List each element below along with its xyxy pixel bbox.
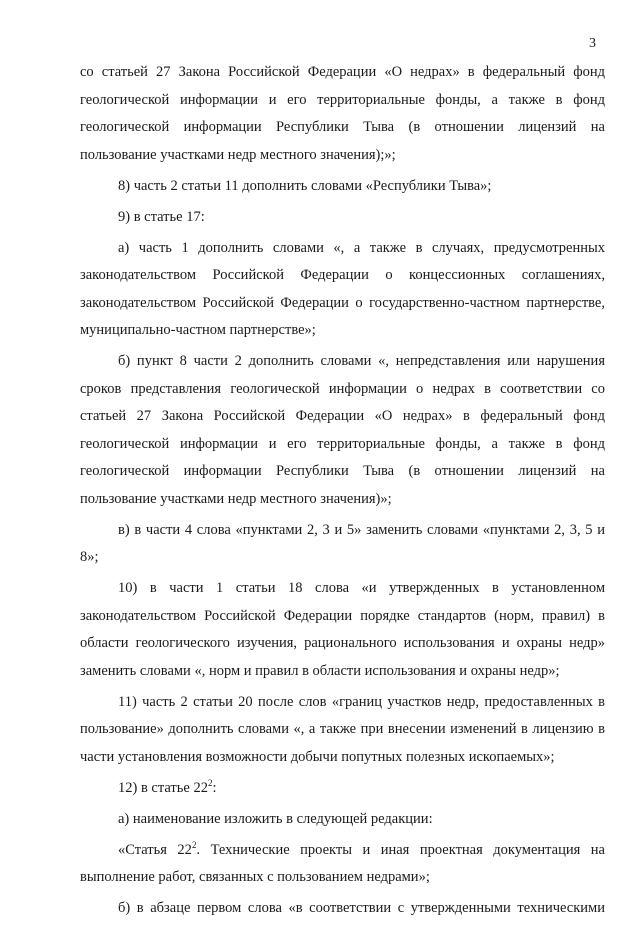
paragraph-item-12-suffix: : bbox=[212, 779, 217, 796]
paragraph-item-9v: в) в части 4 слова «пунктами 2, 3 и 5» заменить словами «пунктами 2, 3, 5 и 8»; bbox=[80, 521, 605, 565]
paragraph-item-9b: б) пункт 8 части 2 дополнить словами «, непредставления или нарушения сроков представления геологической информации о недрах в соответствии со статьей 27 Закона Российской Федерации «О недрах» в федеральный фонд геологической информации и его территориальные фонды, а также в фонд геологической информации Республики Тыва (в отношении лицензий на пользование участками недр местного значения)»; bbox=[80, 353, 605, 507]
document-body bbox=[80, 59, 605, 926]
superscript: 2 bbox=[207, 777, 213, 788]
paragraph-item-9a: а) часть 1 дополнить словами «, а также в случаях, предусмотренных законодательством Российской Федерации о концессионных соглашениях, законодательством Российской Федерации о государственно-частном партнерстве, муниципально-частном партнерстве»; bbox=[80, 239, 605, 338]
paragraph-item-12b: б) в абзаце первом слова «в соответствии с утвержденными техническими bbox=[118, 900, 605, 916]
paragraph-continuation: со статьей 27 Закона Российской Федерации «О недрах» в федеральный фонд геологической информации и его территориальные фонды, а также в фонд геологической информации Республики Тыва (в отношении лицензий на пользование участками недр местного значения);»; bbox=[80, 64, 605, 163]
paragraph-item-11: 11) часть 2 статьи 20 после слов «границ участков недр, предоставленных в пользование» дополнить словами «, а также при внесении изменений в лицензию в части установления возможности добычи попутных полезных ископаемых»; bbox=[80, 693, 605, 765]
paragraph-item-12a: а) наименование изложить в следующей редакции: bbox=[118, 810, 433, 827]
paragraph-item-12-text: 12) в статье 22 bbox=[118, 779, 208, 796]
superscript: 2 bbox=[191, 839, 197, 850]
paragraph-item-8: 8) часть 2 статьи 11 дополнить словами «Республики Тыва»; bbox=[118, 177, 492, 194]
paragraph-article-title bbox=[80, 837, 605, 892]
paragraph-item-12 bbox=[80, 775, 605, 803]
paragraph-item-10: 10) в части 1 статьи 18 слова «и утвержденных в установленном законодательством Российской Федерации порядке стандартов (норм, правил) в области геологического изучения, рационального использования и охраны недр» заменить словами «, норм и правил в области использования и охраны недр»; bbox=[80, 580, 605, 679]
paragraph-item-9: 9) в статье 17: bbox=[118, 208, 205, 225]
article-title-suffix: . Технические проекты и иная проектная документация на выполнение работ, связанных с пользованием недрами»; bbox=[80, 841, 605, 885]
page-number: 3 bbox=[589, 36, 596, 51]
article-title-text: «Статья 22 bbox=[118, 841, 192, 858]
